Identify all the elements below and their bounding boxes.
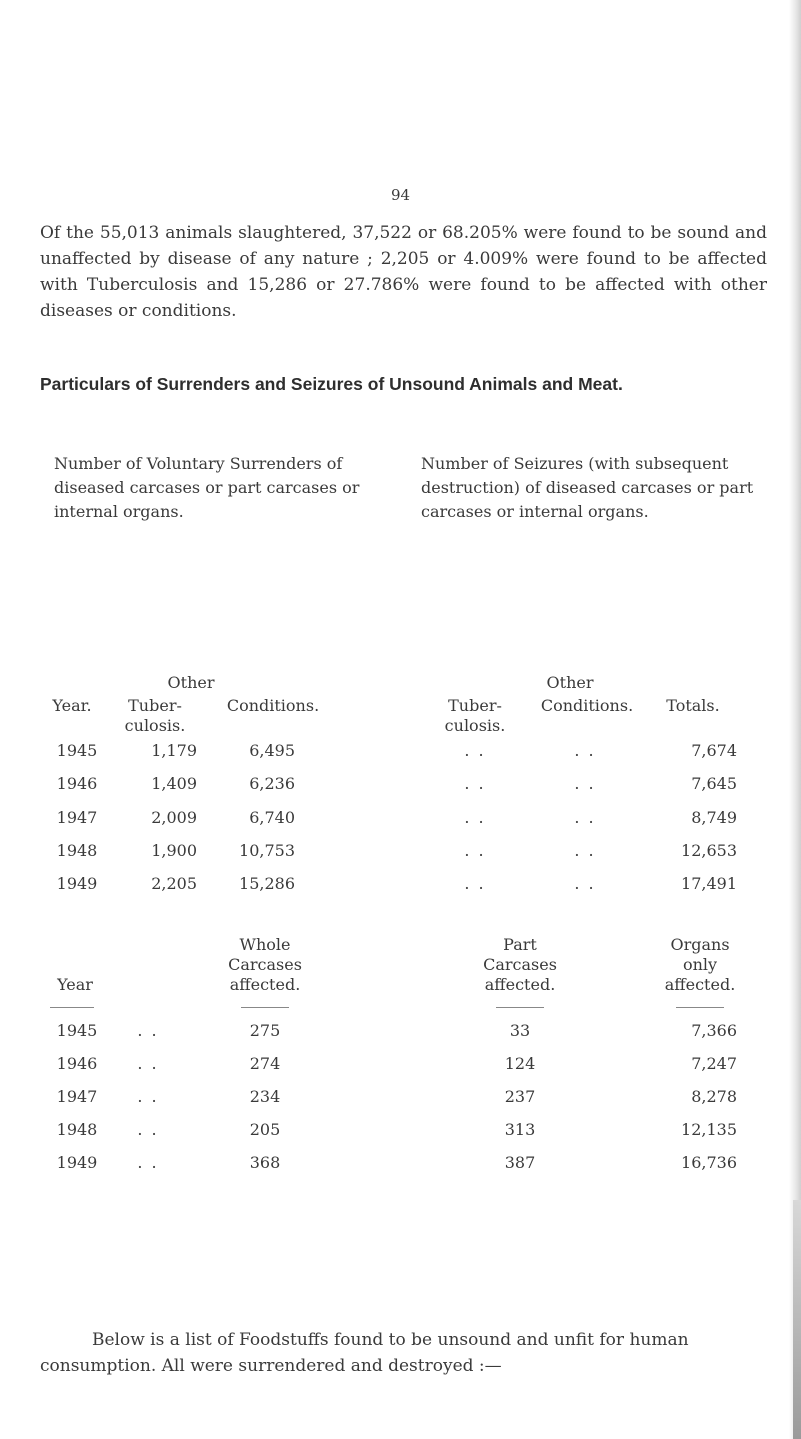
cell-other: 10,753	[239, 841, 295, 860]
page-edge-dark	[793, 1200, 801, 1439]
cell-year: 1948	[56, 1120, 98, 1139]
header-organs-3: affected.	[664, 975, 736, 994]
page-number: 94	[390, 186, 411, 204]
cell-other: 6,495	[249, 741, 295, 760]
cell-seizure-other: . .	[574, 774, 596, 793]
cell-whole: 274	[249, 1054, 281, 1073]
rule-year	[50, 1007, 94, 1008]
cell-whole: 275	[249, 1021, 281, 1040]
header-year: Year.	[52, 696, 92, 715]
cell-separator: . .	[137, 1120, 159, 1139]
rule-organs	[676, 1007, 724, 1008]
cell-year: 1947	[56, 1087, 98, 1106]
cell-separator: . .	[137, 1054, 159, 1073]
header-organs-1: Organs	[670, 935, 730, 954]
header-tuberculosis-bottom: culosis.	[124, 716, 186, 735]
cell-total: 7,645	[691, 774, 737, 793]
cell-year: 1946	[56, 1054, 98, 1073]
cell-separator: . .	[137, 1087, 159, 1106]
cell-part: 313	[504, 1120, 536, 1139]
cell-year: 1948	[56, 841, 98, 860]
cell-part: 33	[509, 1021, 531, 1040]
cell-other: 15,286	[239, 874, 295, 893]
cell-year: 1945	[56, 741, 98, 760]
cell-whole: 234	[249, 1087, 281, 1106]
cell-seizure-other: . .	[574, 841, 596, 860]
cell-tuberculosis: 1,179	[151, 741, 197, 760]
intro-paragraph: Of the 55,013 animals slaughtered, 37,522 or 68.205% were found to be sound and unaffected by disease of any nature ; 2,205 or 4.009% were found to be affected with Tuberculosis and 15,286 or 27.786% were found to be affected with other diseases or conditions.	[40, 223, 767, 321]
cell-year: 1949	[56, 874, 98, 893]
cell-year: 1947	[56, 808, 98, 827]
cell-year: 1945	[56, 1021, 98, 1040]
cell-organs: 7,366	[691, 1021, 737, 1040]
cell-tuberculosis: 1,409	[151, 774, 197, 793]
cell-seizure-tb: . .	[464, 874, 486, 893]
cell-total: 8,749	[691, 808, 737, 827]
cell-total: 17,491	[681, 874, 737, 893]
header-seizure-other-bottom: Conditions.	[540, 696, 634, 715]
seizures-description: Number of Seizures (with subsequent destruction) of diseased carcases or part carcases or internal organs.	[421, 454, 754, 521]
cell-seizure-tb: . .	[464, 741, 486, 760]
rule-part	[496, 1007, 544, 1008]
header-seizure-other-top: Other	[546, 673, 594, 692]
cell-part: 387	[504, 1153, 536, 1172]
cell-part: 124	[504, 1054, 536, 1073]
cell-other: 6,740	[249, 808, 295, 827]
header-organs-2: only	[682, 955, 718, 974]
rule-whole	[241, 1007, 289, 1008]
header-whole-2: Carcases	[228, 955, 302, 974]
header-other-top: Other	[167, 673, 215, 692]
cell-seizure-other: . .	[574, 874, 596, 893]
cell-organs: 7,247	[691, 1054, 737, 1073]
voluntary-surrenders-description: Number of Voluntary Surrenders of diseased carcases or part carcases or internal organs.	[54, 454, 360, 521]
cell-year: 1949	[56, 1153, 98, 1172]
cell-organs: 8,278	[691, 1087, 737, 1106]
cell-seizure-other: . .	[574, 808, 596, 827]
cell-organs: 16,736	[681, 1153, 737, 1172]
cell-whole: 205	[249, 1120, 281, 1139]
header-tuberculosis-top: Tuber-	[128, 696, 182, 715]
header-year: Year	[57, 975, 93, 994]
header-whole-3: affected.	[229, 975, 301, 994]
cell-year: 1946	[56, 774, 98, 793]
cell-whole: 368	[249, 1153, 281, 1172]
cell-seizure-other: . .	[574, 741, 596, 760]
cell-part: 237	[504, 1087, 536, 1106]
header-part-2: Carcases	[483, 955, 557, 974]
header-totals: Totals.	[666, 696, 720, 715]
header-seizure-tb-top: Tuber-	[448, 696, 502, 715]
cell-other: 6,236	[249, 774, 295, 793]
cell-tuberculosis: 2,205	[151, 874, 197, 893]
cell-separator: . .	[137, 1153, 159, 1172]
header-other-bottom: Conditions.	[226, 696, 320, 715]
header-part-3: affected.	[484, 975, 556, 994]
cell-seizure-tb: . .	[464, 808, 486, 827]
cell-organs: 12,135	[681, 1120, 737, 1139]
cell-separator: . .	[137, 1021, 159, 1040]
cell-tuberculosis: 2,009	[151, 808, 197, 827]
cell-total: 12,653	[681, 841, 737, 860]
cell-seizure-tb: . .	[464, 774, 486, 793]
header-seizure-tb-bottom: culosis.	[444, 716, 506, 735]
section-heading: Particulars of Surrenders and Seizures of Unsound Animals and Meat.	[40, 374, 623, 394]
cell-tuberculosis: 1,900	[151, 841, 197, 860]
header-part-1: Part	[503, 935, 537, 954]
cell-total: 7,674	[691, 741, 737, 760]
header-whole-1: Whole	[239, 935, 291, 954]
closing-paragraph: Below is a list of Foodstuffs found to be unsound and unfit for human consumption. All were surrendered and destroyed :—	[40, 1330, 689, 1376]
cell-seizure-tb: . .	[464, 841, 486, 860]
